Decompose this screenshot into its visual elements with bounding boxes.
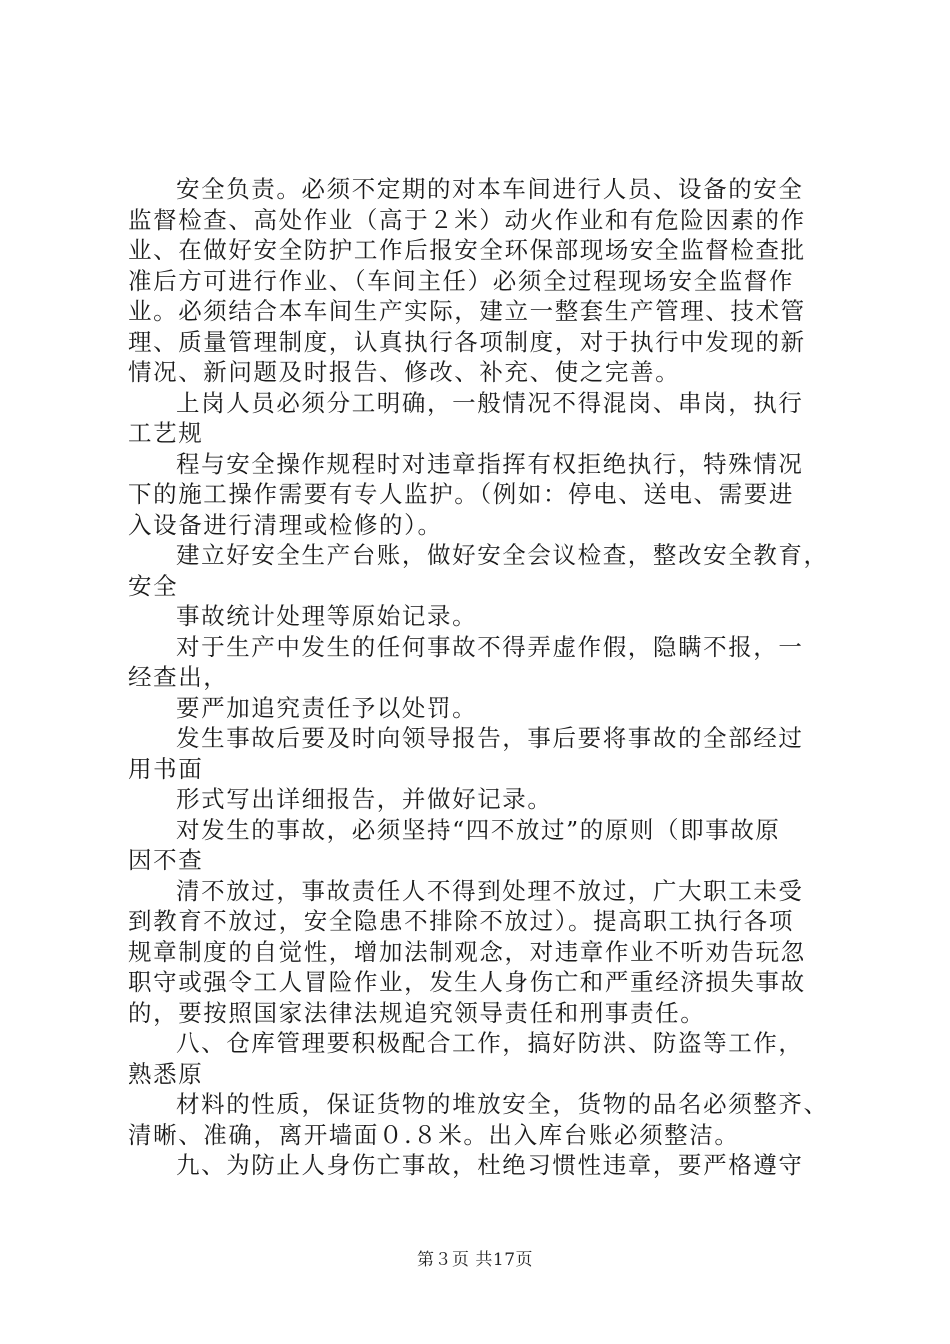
paragraph: 对发生的事故，必须坚持“四不放过”的原则（即事故原 因不查	[128, 815, 781, 874]
paragraph: 八、仓库管理要积极配合工作，搞好防洪、防盗等工作， 熟悉原	[128, 1029, 804, 1088]
paragraph: 安全负责。必须不定期的对本车间进行人员、设备的安全 监督检查、高处作业（高于２米）动火作业和有危险因素的作 业、在做好安全防护工作后报安全环保部现场安全监督检查批 准后方可进行作业、（车间主任）必须全过程现场安全监督作 业。必须结合本车间生产实际，建立一整套生产管理、技术管 理、质量管理制度，认真执行各项制度，对于执行中发现的新 情况、新问题及时报告、修改、补充、使之完善。	[128, 175, 806, 386]
paragraph: 要严加追究责任予以处罚。	[176, 693, 478, 722]
paragraph: 清不放过，事故责任人不得到处理不放过，广大职工未受 到教育不放过，安全隐患不排除不放过）。提高职工执行各项 规章制度的自觉性，增加法制观念，对违章作业不听劝告玩忽 职守或强令工人冒险作业，发生人身伤亡和严重经济损失事故 的，要按照国家法律法规追究领导责任和刑事责任。	[128, 876, 806, 1027]
paragraph: 对于生产中发生的任何事故不得弄虚作假，隐瞒不报，一 经查出，	[128, 632, 804, 691]
paragraph: 材料的性质，保证货物的堆放安全，货物的品名必须整齐、 清晰、准确，离开墙面０.８米。出入库台账必须整洁。	[128, 1090, 829, 1149]
paragraph: 程与安全操作规程时对违章指挥有权拒绝执行，特殊情况 下的施工操作需要有专人监护。（例如：停电、送电、需要进 入设备进行清理或检修的）。	[128, 449, 804, 539]
paragraph: 上岗人员必须分工明确，一般情况不得混岗、串岗，执行 工艺规	[128, 388, 804, 447]
paragraph: 九、为防止人身伤亡事故，杜绝习惯性违章，要严格遵守	[176, 1151, 804, 1179]
paragraph: 事故统计处理等原始记录。	[176, 602, 478, 630]
document-body	[128, 174, 840, 1181]
paragraph: 形式写出详细报告，并做好记录。	[176, 785, 553, 813]
paragraph: 建立好安全生产台账，做好安全会议检查，整改安全教育， 安全	[128, 541, 829, 600]
page-number-footer: 第３页 共17页	[416, 1250, 534, 1270]
paragraph: 发生事故后要及时向领导报告，事后要将事故的全部经过 用书面	[128, 724, 804, 783]
